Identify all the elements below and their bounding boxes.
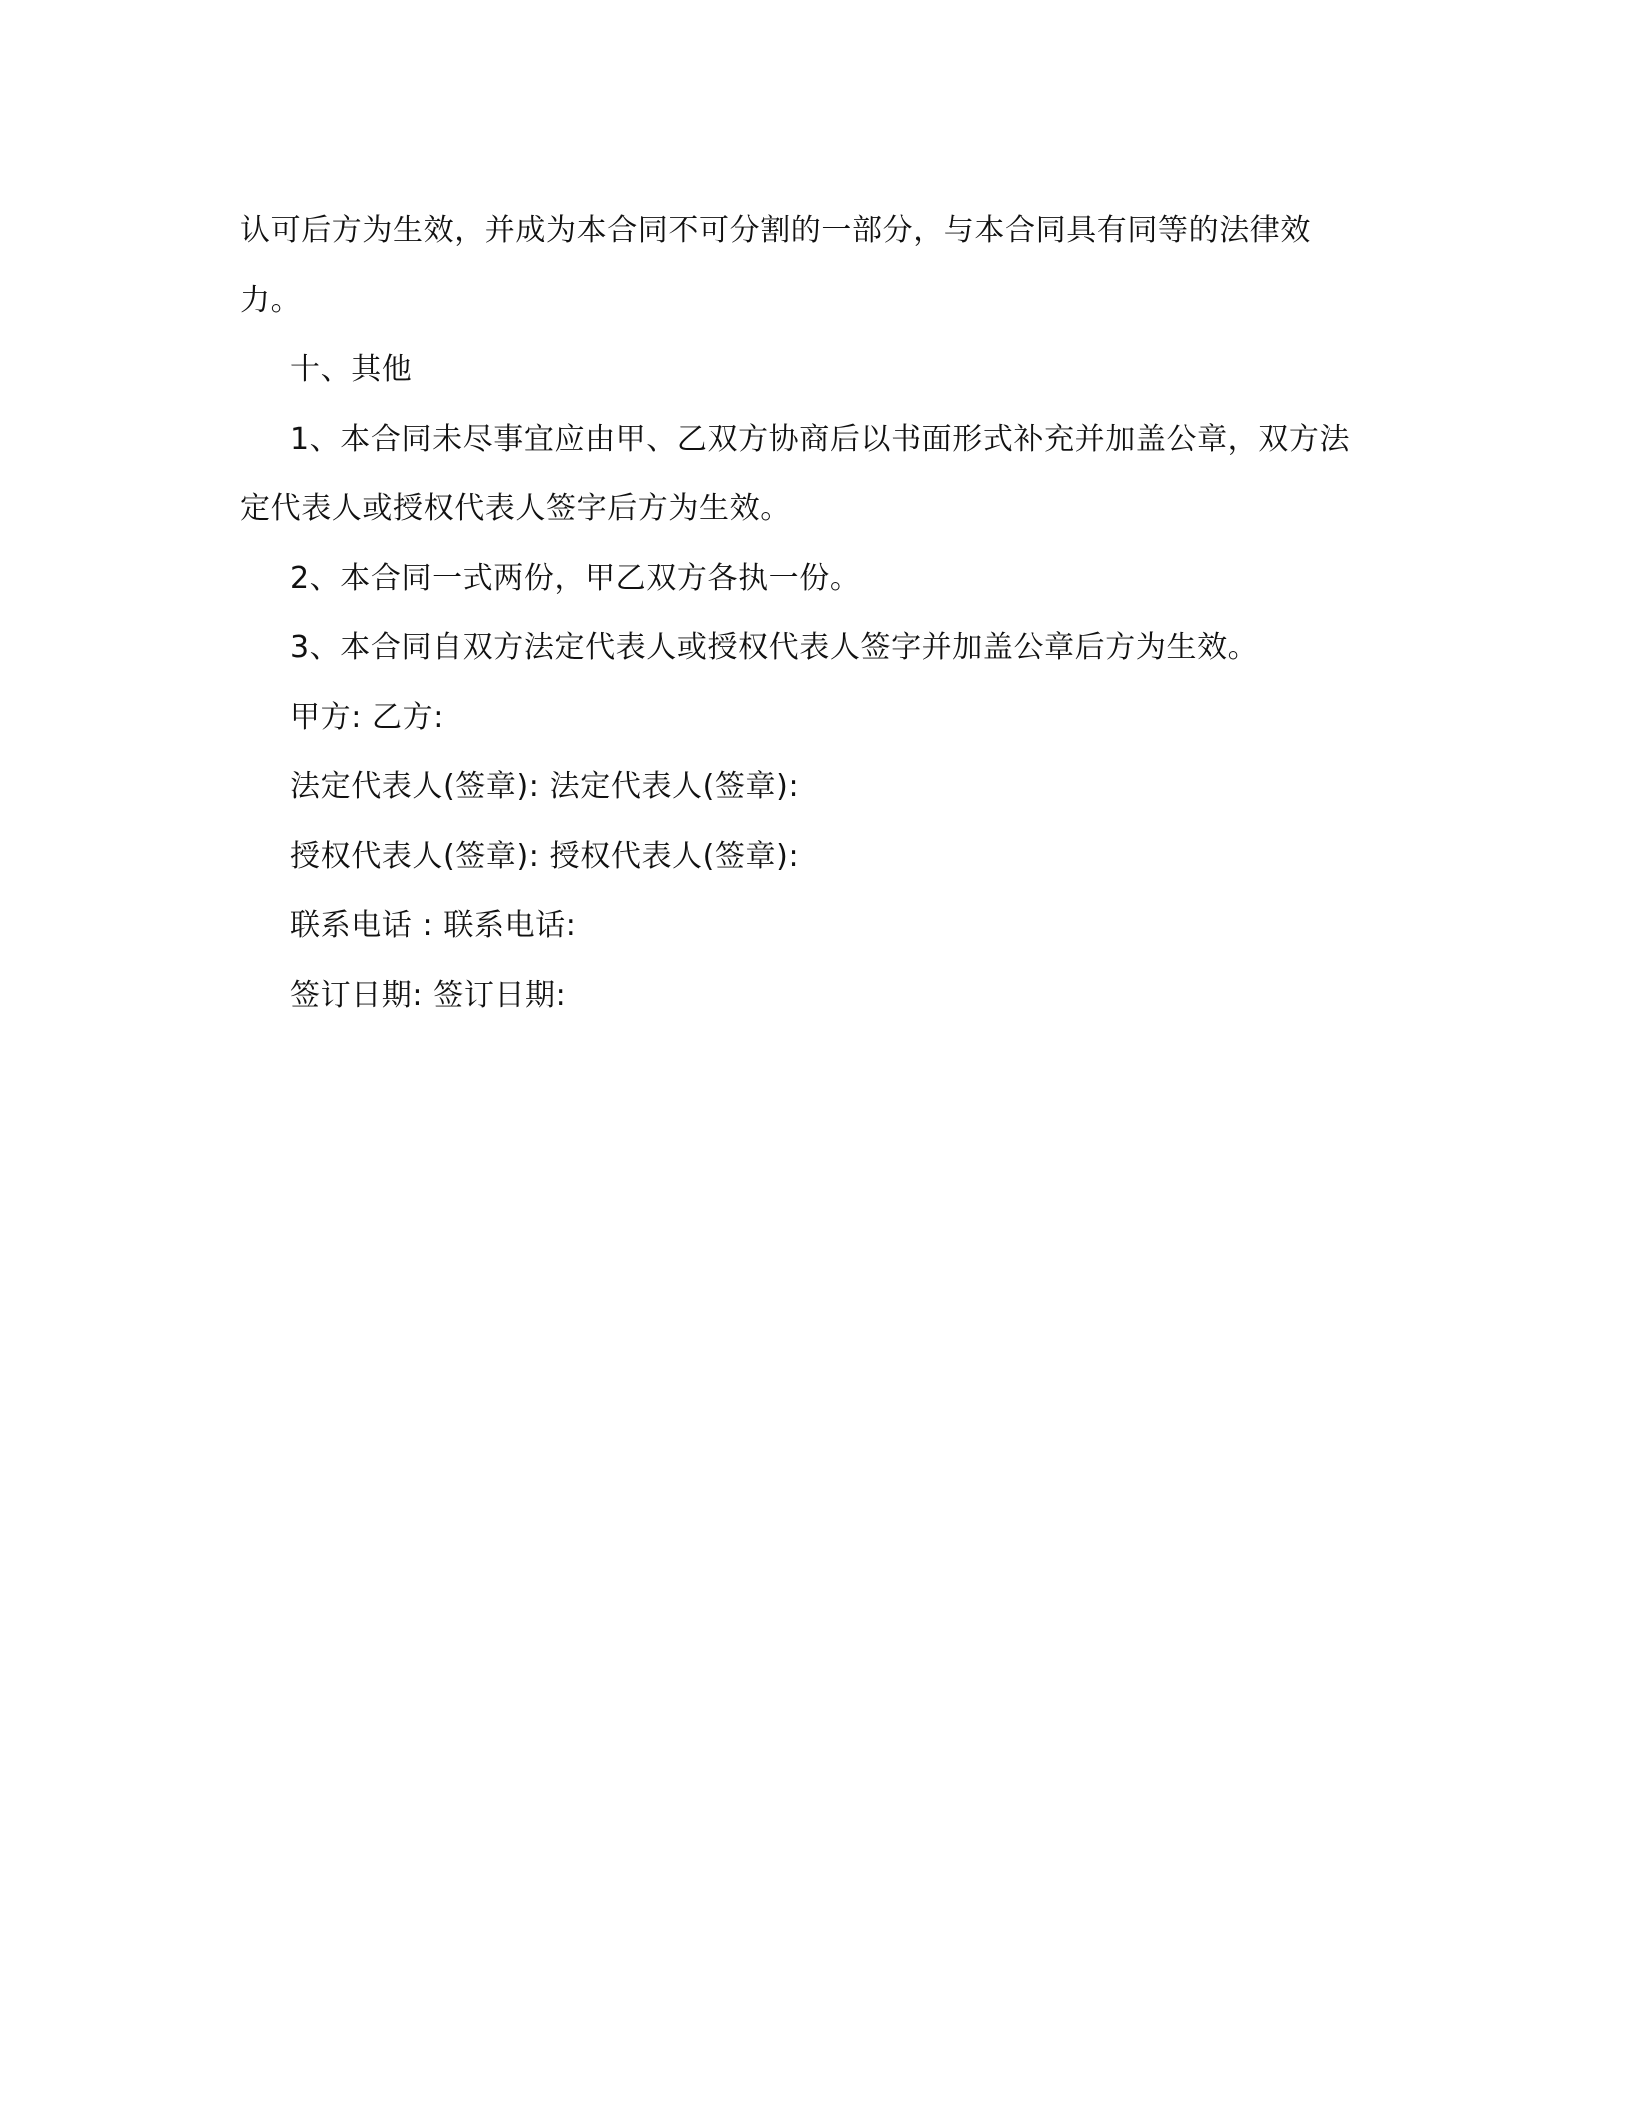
clause-2: 2、本合同一式两份，甲乙双方各执一份。 [290,560,861,596]
signing-date-line: 签订日期: 签订日期: [290,977,567,1013]
party-line: 甲方: 乙方: [290,699,444,735]
clause-1: 1、本合同未尽事宜应由甲、乙双方协商后以书面形式补充并加盖公章，双方法定代表人或授权代表人签字后方为生效。 [240,421,1351,526]
section-heading-other: 十、其他 [290,352,413,387]
signature-block [240,683,1360,1031]
authorized-representative-line: 授权代表人(签章): 授权代表人(签章): [290,838,800,874]
paragraph-continuation: 认可后方为生效，并成为本合同不可分割的一部分，与本合同具有同等的法律效力。 [240,213,1311,318]
document-body [240,196,1360,1030]
contact-phone-line: 联系电话 : 联系电话: [290,908,577,943]
clause-3: 3、本合同自双方法定代表人或授权代表人签字并加盖公章后方为生效。 [290,630,1259,665]
legal-representative-line: 法定代表人(签章): 法定代表人(签章): [290,769,800,804]
